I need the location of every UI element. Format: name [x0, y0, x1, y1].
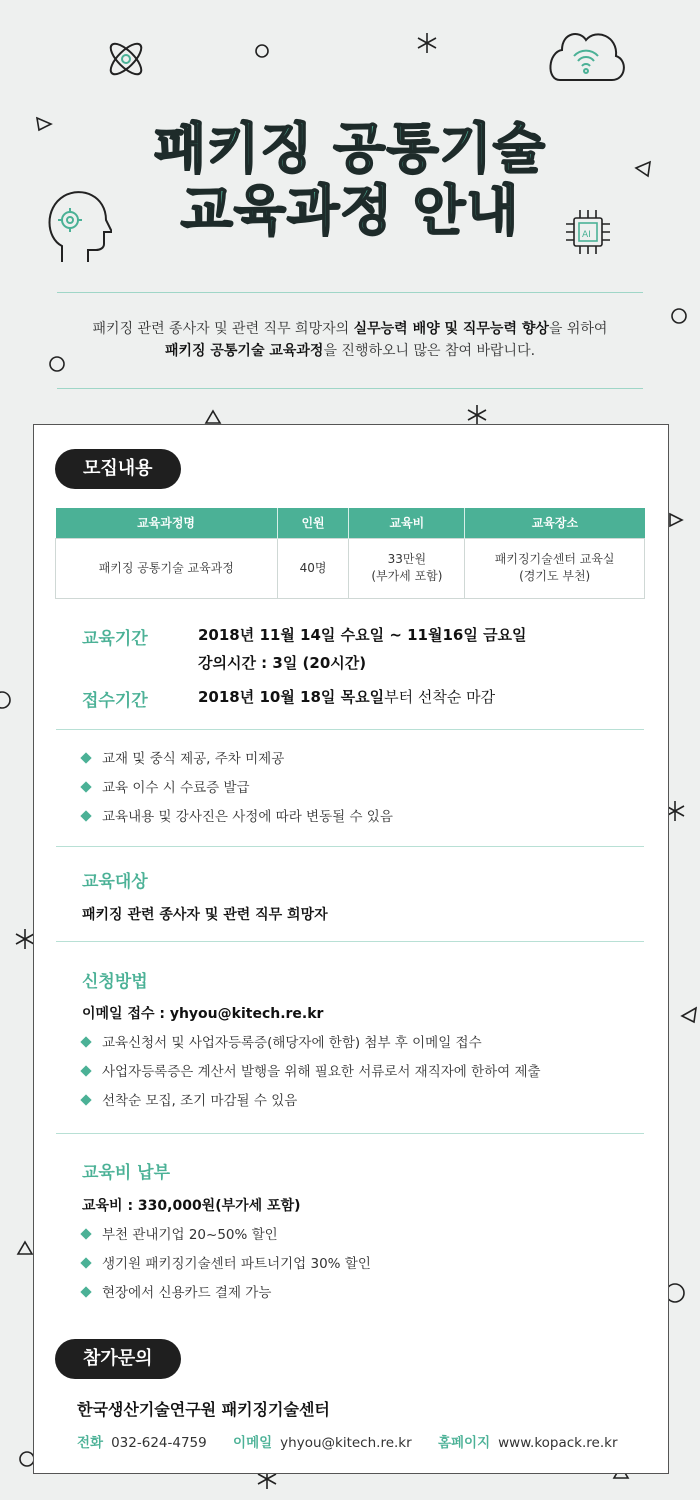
svg-text:AI: AI — [582, 230, 591, 240]
place-location: (경기도 부천) — [519, 569, 591, 583]
period-dates: 2018년 11월 14일 수요일 ~ 11월16일 금요일 — [198, 626, 527, 644]
intro-text-2a: 패키징 공통기술 교육과정 — [164, 343, 324, 359]
title-line-2: 교육과정 안내 — [180, 179, 520, 242]
phone-value[interactable]: 032-624-4759 — [111, 1435, 207, 1451]
payment-item-text: 생기원 패키징기술센터 파트너기업 30% 할인 — [102, 1256, 371, 1272]
note-text: 교육내용 및 강사진은 사정에 따라 변동될 수 있음 — [102, 809, 393, 825]
diamond-bullet-icon — [80, 1065, 91, 1076]
divider — [56, 941, 644, 942]
divider — [56, 1133, 644, 1134]
triangle-decoration — [668, 512, 684, 528]
payment-list — [82, 1221, 371, 1308]
apply-item-text: 교육신청서 및 사업자등록증(해당자에 한함) 첨부 후 이메일 접수 — [102, 1035, 482, 1051]
email-label: 이메일 — [233, 1435, 273, 1451]
section-pill-recruit: 모집내용 — [55, 449, 181, 489]
email-value[interactable]: yhyou@kitech.re.kr — [280, 1435, 412, 1451]
list-item — [82, 1029, 541, 1058]
list-item — [82, 1087, 541, 1116]
intro-text-1b: 실무능력 배양 및 직무능력 향상 — [353, 321, 549, 337]
note-text: 교재 및 중식 제공, 주차 미제공 — [102, 751, 285, 767]
divider — [57, 388, 643, 389]
info-card — [33, 424, 669, 1474]
atom-icon — [103, 36, 149, 82]
list-item — [82, 1221, 371, 1250]
star-decoration — [466, 404, 488, 426]
label-apply: 신청방법 — [82, 972, 148, 992]
table-cell-place — [465, 538, 645, 598]
target-text: 패키징 관련 종사자 및 관련 직무 희망자 — [82, 907, 328, 923]
list-item — [82, 745, 393, 774]
list-item — [82, 1279, 371, 1308]
triangle-decoration — [16, 1240, 34, 1256]
payment-fee-line: 교육비 : 330,000원(부가세 포함) — [82, 1198, 301, 1214]
intro-text-1a: 패키징 관련 종사자 및 관련 직무 희망자의 — [92, 321, 354, 337]
phone-label: 전화 — [77, 1435, 104, 1451]
list-item — [82, 1250, 371, 1279]
fee-note: (부가세 포함) — [371, 569, 443, 583]
divider — [56, 846, 644, 847]
apply-email-line: 이메일 접수 : yhyou@kitech.re.kr — [82, 1006, 324, 1022]
label-period: 교육기간 — [82, 629, 148, 649]
list-item — [82, 803, 393, 832]
notes-list — [82, 745, 393, 832]
apply-item-text: 선착순 모집, 조기 마감될 수 있음 — [102, 1093, 298, 1109]
table-cell-course: 패키징 공통기술 교육과정 — [56, 538, 278, 598]
table-cell-people: 40명 — [277, 538, 349, 598]
intro-text-1c: 을 위하여 — [548, 321, 608, 337]
circle-decoration — [254, 43, 270, 59]
application-date: 2018년 10월 18일 목요일 — [198, 688, 385, 706]
recruit-table — [55, 508, 645, 599]
fee-amount: 33만원 — [387, 552, 427, 566]
intro-text — [0, 318, 700, 362]
label-target: 교육대상 — [82, 872, 148, 892]
table-header: 교육장소 — [465, 508, 645, 538]
wifi-cloud-icon — [540, 22, 632, 84]
diamond-bullet-icon — [80, 1036, 91, 1047]
web-link[interactable]: www.kopack.re.kr — [498, 1435, 618, 1451]
payment-item-text: 부천 관내기업 20~50% 할인 — [102, 1227, 278, 1243]
diamond-bullet-icon — [80, 1286, 91, 1297]
apply-list — [82, 1029, 541, 1116]
web-label: 홈페이지 — [437, 1435, 491, 1451]
table-cell-fee — [349, 538, 465, 598]
note-text: 교육 이수 시 수료증 발급 — [102, 780, 250, 796]
diamond-bullet-icon — [80, 1257, 91, 1268]
triangle-decoration — [680, 1006, 698, 1024]
table-header: 교육과정명 — [56, 508, 278, 538]
diamond-bullet-icon — [80, 1094, 91, 1105]
section-pill-contact: 참가문의 — [55, 1339, 181, 1379]
intro-text-2b: 을 진행하오니 많은 참여 바랍니다. — [323, 343, 536, 359]
diamond-bullet-icon — [80, 1228, 91, 1239]
diamond-bullet-icon — [80, 810, 91, 821]
triangle-decoration — [204, 409, 222, 425]
place-name: 패키징기술센터 교육실 — [494, 552, 615, 566]
diamond-bullet-icon — [80, 752, 91, 763]
label-payment: 교육비 납부 — [82, 1163, 171, 1183]
table-row — [56, 538, 645, 598]
table-header: 인원 — [277, 508, 349, 538]
title-line-1: 패키징 공통기술 — [154, 117, 546, 180]
divider — [56, 729, 644, 730]
label-application-period: 접수기간 — [82, 691, 148, 711]
contact-row — [77, 1431, 618, 1451]
payment-item-text: 현장에서 신용카드 결제 가능 — [102, 1285, 272, 1301]
contact-org: 한국생산기술연구원 패키징기술센터 — [77, 1400, 330, 1419]
star-decoration — [416, 32, 438, 54]
list-item — [82, 774, 393, 803]
table-header-row — [56, 508, 645, 538]
page-title — [0, 118, 700, 242]
application-suffix: 부터 선착순 마감 — [384, 688, 496, 706]
circle-decoration — [0, 690, 12, 710]
divider — [57, 292, 643, 293]
list-item — [82, 1058, 541, 1087]
diamond-bullet-icon — [80, 781, 91, 792]
period-hours: 강의시간 : 3일 (20시간) — [198, 654, 367, 672]
application-period-text — [198, 686, 495, 707]
apply-item-text: 사업자등록증은 계산서 발행을 위해 필요한 서류로서 재직자에 한하여 제출 — [102, 1064, 541, 1080]
table-header: 교육비 — [349, 508, 465, 538]
